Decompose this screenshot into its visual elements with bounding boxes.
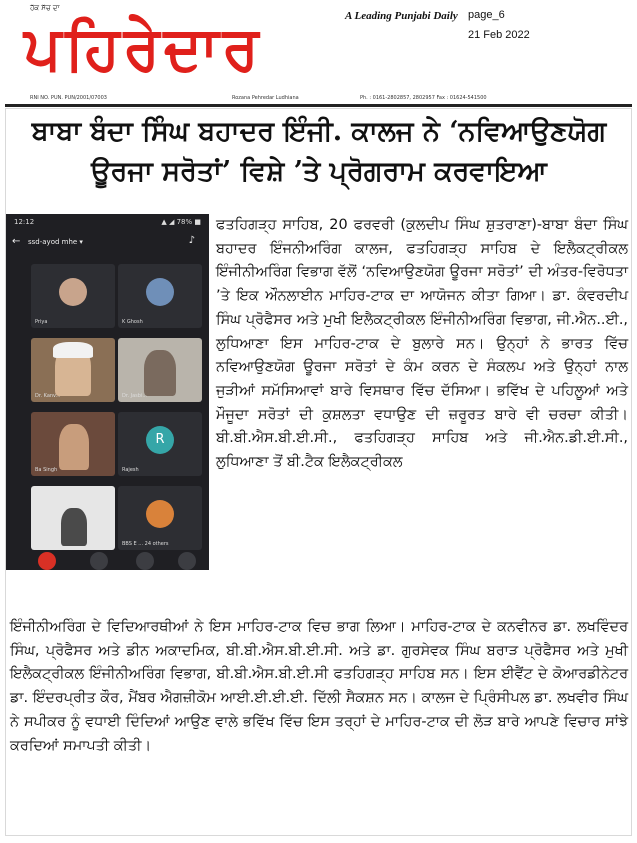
article-body-continued: ਇੰਜੀਨੀਅਰਿੰਗ ਦੇ ਵਿਦਿਆਰਥੀਆਂ ਨੇ ਇਸ ਮਾਹਿਰ-ਟਾਕ ਵਿਚ ਭਾਗ ਲਿਆ। ਮਾਹਿਰ-ਟਾਕ ਦੇ ਕਨਵੀਨਰ ਡਾ. ਲਖਵਿੰਦਰ ਸਿੰਘ, ਪ੍ਰੋਫੈਸਰ ਅਤੇ ਡੀਨ ਅਕਾਦਮਿਕ, ਬੀ.ਬੀ.ਐਸ.ਬੀ.ਈ.ਸੀ. ਅਤੇ ਡਾ. ਗੁਰਸੇਵਕ ਸਿੰਘ ਬਰਾੜ ਪ੍ਰੋਫੈਸਰ ਅਤੇ ਮੁਖੀ ਇਲੈਕਟ੍ਰੀਕਲ ਇੰਜੀਨੀਅਰਿੰਗ ਵਿਭਾਗ, ਬੀ.ਬੀ.ਐਸ.ਬੀ.ਈ.ਸੀ ਫਤਹਿਗੜ੍ਹ ਸਾਹਿਬ ਸਨ। ਇਸ ਈਵੈਂਟ ਦੇ ਕੋਆਰਡੀਨੇਟਰ ਡਾ. ਇੰਦਰਪ੍ਰੀਤ ਕੌਰ, ਮੈਂਬਰ ਐਗਜ਼ੀਕੋਮ ਆਈ.ਈ.ਈ.ਈ. ਦਿੱਲੀ ਸੈਕਸ਼ਨ ਸਨ। ਕਾਲਜ ਦੇ ਪ੍ਰਿੰਸੀਪਲ ਡਾ. ਲਖਵੀਰ ਸਿੰਘ ਨੇ ਸਪੀਕਰ ਨੂੰ ਵਧਾਈ ਦਿੰਦਿਆਂ ਆਉਣ ਵਾਲੇ ਭਵਿੱਖ ਵਿੱਚ ਇਸ ਤਰ੍ਹਾਂ ਦੇ ਮਾਹਿਰ-ਟਾਕ ਦੀ ਲੋੜ ਬਾਰੇ ਆਪਣੇ ਵਿਚਾਰ ਸਾਂਝੇ ਕਰਦਿਆਂ ਸਮਾਪਤੀ ਕੀਤੀ। xyxy=(10,619,628,754)
participant-tile xyxy=(31,486,115,550)
registration-number: RNI NO. PUN. PUN/2001/07003 xyxy=(30,95,107,101)
phone-status-bar xyxy=(6,214,209,230)
back-arrow-icon: ← xyxy=(12,236,21,247)
participant-name: Dr. Kanv... xyxy=(35,393,61,399)
page-number: page_6 xyxy=(468,9,505,21)
masthead-slogan: ਹੱਕ ਸੱਚ ਦਾ xyxy=(30,4,60,12)
camera-icon xyxy=(90,552,108,570)
meeting-bar xyxy=(6,234,209,252)
participant-tile xyxy=(31,264,115,328)
participant-name: K Ghosh xyxy=(122,319,143,325)
participant-tile xyxy=(118,412,202,476)
video-call-photo xyxy=(6,214,209,570)
participant-name: BBS E ... 24 others xyxy=(122,541,169,547)
end-call-icon xyxy=(38,552,56,570)
participant-tile xyxy=(31,412,115,476)
participant-avatar xyxy=(146,500,174,528)
participant-name: Rajesh xyxy=(122,467,139,473)
participant-video xyxy=(61,508,87,546)
issue-date: 21 Feb 2022 xyxy=(468,29,530,41)
participant-name: Ba Singh xyxy=(35,467,58,473)
newspaper-logo: ਪਹਿਰੇਦਾਰ xyxy=(24,12,263,84)
participant-name: Dr. Jasbi... xyxy=(122,393,148,399)
article-headline: ਬਾਬਾ ਬੰਦਾ ਸਿੰਘ ਬਹਾਦਰ ਇੰਜੀ. ਕਾਲਜ ਨੇ ‘ਨਵਿਆਉਣਯੋਗ ਊਰਜਾ ਸਰੋਤਾਂ’ ਵਿਸ਼ੇ ’ਤੇ ਪ੍ਰੋਗਰਾਮ ਕਰਵਾਇਆ xyxy=(31,116,607,187)
status-time: 12:12 xyxy=(14,218,35,226)
edition-name: Rozana Pehredar Ludhiana xyxy=(232,95,299,101)
participant-initial: R xyxy=(146,426,174,454)
participant-video xyxy=(59,424,89,470)
participant-turban xyxy=(53,342,93,358)
participant-tile xyxy=(118,338,202,402)
more-icon xyxy=(178,552,196,570)
participant-tile xyxy=(31,338,115,402)
status-icons: ▲ ◢ 78% ■ xyxy=(161,218,201,226)
newspaper-tagline: A Leading Punjabi Daily xyxy=(345,10,458,22)
participant-tile xyxy=(118,486,202,550)
participant-avatar xyxy=(59,278,87,306)
masthead xyxy=(0,0,637,104)
contact-numbers: Ph. : 0161-2802857, 2802957 Fax : 01624-541500 xyxy=(360,95,487,101)
article-body-column: ਫਤਹਿਗੜ੍ਹ ਸਾਹਿਬ, 20 ਫਰਵਰੀ (ਕੁਲਦੀਪ ਸਿੰਘ ਸ਼ੁਤਰਾਣਾ)-ਬਾਬਾ ਬੰਦਾ ਸਿੰਘ ਬਹਾਦਰ ਇੰਜਨੀਅਰਿੰਗ ਕਾਲਜ, ਫਤਹਿਗੜ੍ਹ ਸਾਹਿਬ ਦੇ ਇਲੈਕਟ੍ਰੀਕਲ ਇੰਜੀਨੀਅਰਿੰਗ ਵਿਭਾਗ ਵੱਲੋਂ ‘ਨਵਿਆਉਣਯੋਗ ਊਰਜਾ ਸਰੋਤਾਂ’ ਦੀ ਅੰਤਰ-ਵਿਰੋਧਤਾ ’ਤੇ ਇਕ ਔਨਲਾਈਨ ਮਾਹਿਰ-ਟਾਕ ਦਾ ਆਯੋਜਨ ਕੀਤਾ ਗਿਆ। ਡਾ. ਕੰਵਰਦੀਪ ਸਿੰਘ ਪ੍ਰੋਫੈਸਰ ਅਤੇ ਮੁਖੀ ਇਲੈਕਟ੍ਰੀਕਲ ਇੰਜੀਨੀਅਰਿੰਗ ਵਿਭਾਗ, ਜੀ.ਐਨ..ਈ., ਲੁਧਿਆਣਾ ਇਸ ਮਾਹਿਰ-ਟਾਕ ਦੇ ਬੁਲਾਰੇ ਸਨ। ਉਨ੍ਹਾਂ ਨੇ ਭਾਰਤ ਵਿੱਚ ਨਵਿਆਉਣਯੋਗ ਊਰਜਾ ਸਰੋਤਾਂ ਦੇ ਕੰਮ ਕਰਨ ਦੇ ਸੰਕਲਪ ਅਤੇ ਉਨ੍ਹਾਂ ਨਾਲ ਜੁੜੀਆਂ ਸਮੱਸਿਆਵਾਂ ਬਾਰੇ ਵਿਸਥਾਰ ਵਿੱਚ ਦੱਸਿਆ। ਭਵਿੱਖ ਦੇ ਪਹਿਲੂਆਂ ਅਤੇ ਮੌਜੂਦਾ ਸਰੋਤਾਂ ਦੀ ਕੁਸ਼ਲਤਾ ਵਧਾਉਣ ਦੀ ਜ਼ਰੂਰਤ ਬਾਰੇ ਵੀ ਚਰਚਾ ਕੀਤੀ। ਬੀ.ਬੀ.ਐਸ.ਬੀ.ਈ.ਸੀ., ਫਤਹਿਗੜ੍ਹ ਸਾਹਿਬ ਅਤੇ ਜੀ.ਐਨ.ਡੀ.ਈ.ਸੀ., ਲੁਧਿਆਣਾ ਤੋਂ ਬੀ.ਟੈਕ ਇਲੈਕਟ੍ਰੀਕਲ xyxy=(216,217,628,471)
speaker-icon: ♪ xyxy=(188,235,195,246)
meeting-title: ssd-ayod mhe ▾ xyxy=(28,238,83,246)
participant-avatar xyxy=(146,278,174,306)
participant-name: Priya xyxy=(35,319,48,325)
participant-tile xyxy=(118,264,202,328)
participant-video xyxy=(144,350,176,396)
masthead-rule xyxy=(5,104,632,107)
share-icon xyxy=(136,552,154,570)
